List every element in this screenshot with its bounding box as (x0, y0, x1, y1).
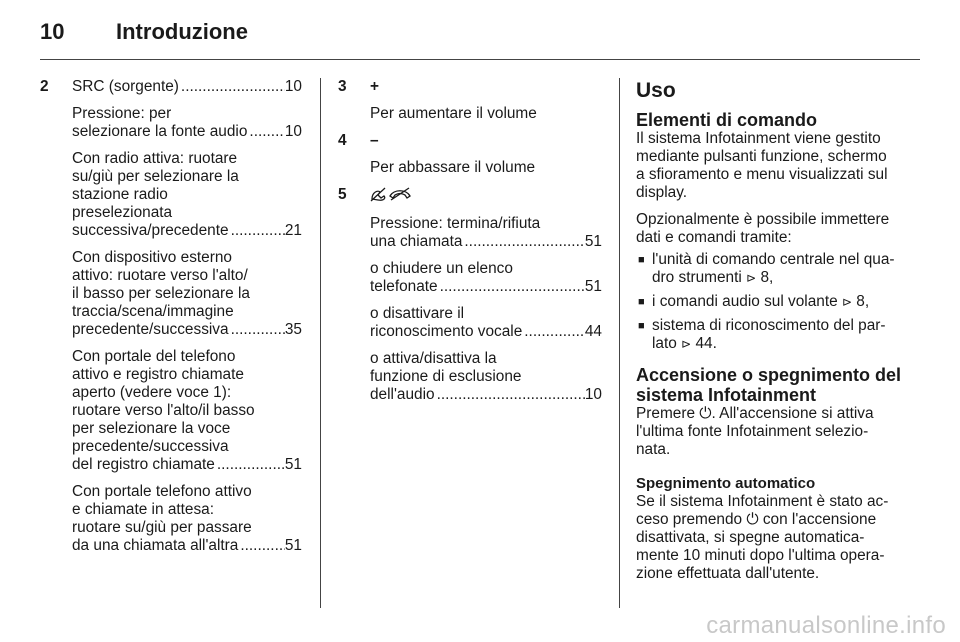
page-header (40, 19, 248, 49)
list-item: ■ l'unità di comando centrale nel qua- dro strumenti ⊳ 8, (638, 251, 895, 286)
page-ref[interactable]: 44 (584, 323, 602, 340)
power-icon: ⏻ (699, 405, 712, 422)
list-item: ■ i comandi audio sul volante ⊳ 8, (638, 293, 870, 310)
src-line: SRC (sorgente) ..... 10 (72, 78, 302, 96)
page-ref[interactable]: 10 (284, 123, 302, 140)
column-divider-1 (320, 78, 321, 608)
bullet-square-icon: ■ (638, 296, 645, 308)
page-ref[interactable]: 51 (584, 233, 602, 250)
plus-symbol: + (370, 78, 379, 95)
page-number: 10 (40, 19, 65, 44)
column-1 (40, 78, 302, 564)
page-ref[interactable]: 10 (584, 386, 602, 403)
entry-4: 4 – Per abbassare il volume (338, 132, 602, 186)
column-3: Uso Elementi di comando Il sistema Infotainment viene gestito mediante pulsanti funzione, schermo a sfioramento e menu visualizzati sul display. Opzionalmente è possibile immettere dati e comandi tramite: ■ l'unità di comando centrale nel qua- dro strumenti ⊳ 8, ■ i comandi audio sul volante ⊳ 8, ■ sistema di riconoscimento del par- lato ⊳ 44. Accensione o spegnimento del sistema Infotainment Premere ⏻. All'accensione si attiva l'ultima fonte Infotainment selezio- nata. Spegnimento automatico Se il sistema Infotainment è stato ac- ceso premendo ⏻ con l'accensione disattivata, si spegne automatica- mente 10 minuti dopo l'ultima opera- zione effettuata dall'utente. (636, 79, 902, 582)
page-ref-arrow-icon: ⊳ (841, 295, 853, 309)
list-item: ■ sistema di riconoscimento del par- lato ⊳ 44. (638, 317, 886, 352)
page-ref[interactable]: 8, (856, 293, 870, 310)
phone-reject-icon (370, 186, 418, 202)
page-ref[interactable]: 44. (695, 335, 717, 352)
subheading-auto-off: Spegnimento automatico (636, 475, 816, 492)
page-ref[interactable]: 51 (584, 278, 602, 295)
page-ref-arrow-icon: ⊳ (681, 337, 692, 351)
header-rule (40, 59, 920, 60)
column-divider-2 (619, 78, 620, 608)
section-title: Introduzione (116, 19, 248, 44)
entry-5: 5 Pressione: termina/rifiuta una chiamata ..... 51 o chiudere un elenco telefonate ..... 51 o disattivare il riconoscimento vocale ..... 44 o attiva/disattiva la funzione di esclusione dell'audio ..... 10 (338, 186, 602, 413)
page-ref[interactable]: 10 (284, 78, 302, 95)
column-2 (338, 78, 602, 413)
page-ref[interactable]: 35 (284, 321, 302, 338)
minus-symbol: – (370, 132, 379, 149)
page-ref[interactable]: 51 (284, 456, 302, 473)
phone-hangup-icon (370, 186, 602, 206)
subheading-controls: Elementi di comando (636, 110, 818, 130)
page-ref[interactable]: 8, (760, 269, 774, 286)
power-icon: ⏻ (746, 511, 759, 528)
bullet-square-icon: ■ (638, 320, 645, 332)
watermark: carmanualsonline.info (706, 612, 946, 639)
entry-number: 2 (40, 78, 49, 95)
page-ref-arrow-icon: ⊳ (746, 271, 757, 285)
entry-2: 2 SRC (sorgente) ..... 10 Pressione: per selezionare la fonte audio ..... 10 Con radio attiva: ruotare su/giù per selezionare la stazione radio preselezionata successiva/precedente ..... 21 Con dispositivo esterno attivo: ruotare verso l'alto/ il basso per selezionare la traccia/scena/immagine precedente/successiva ..... 35 Con portale del telefono attivo e registro chiamate aperto (vedere voce 1): ruotare verso l'alto/il basso per selezionare la voce precedente/successiva del registro chiamate ..... 51 Con portale telefono attivo e chiamate in attesa: ruotare su/giù per passare da una chiamata all'altra ..... 51 (40, 78, 302, 564)
page-ref[interactable]: 21 (284, 222, 302, 239)
page-ref[interactable]: 51 (284, 537, 302, 554)
heading-uso: Uso (636, 79, 676, 102)
bullet-square-icon: ■ (638, 254, 645, 266)
subheading-power: Accensione o spegnimento del sistema Infotainment (636, 365, 902, 405)
entry-3: 3 + Per aumentare il volume (338, 78, 602, 132)
